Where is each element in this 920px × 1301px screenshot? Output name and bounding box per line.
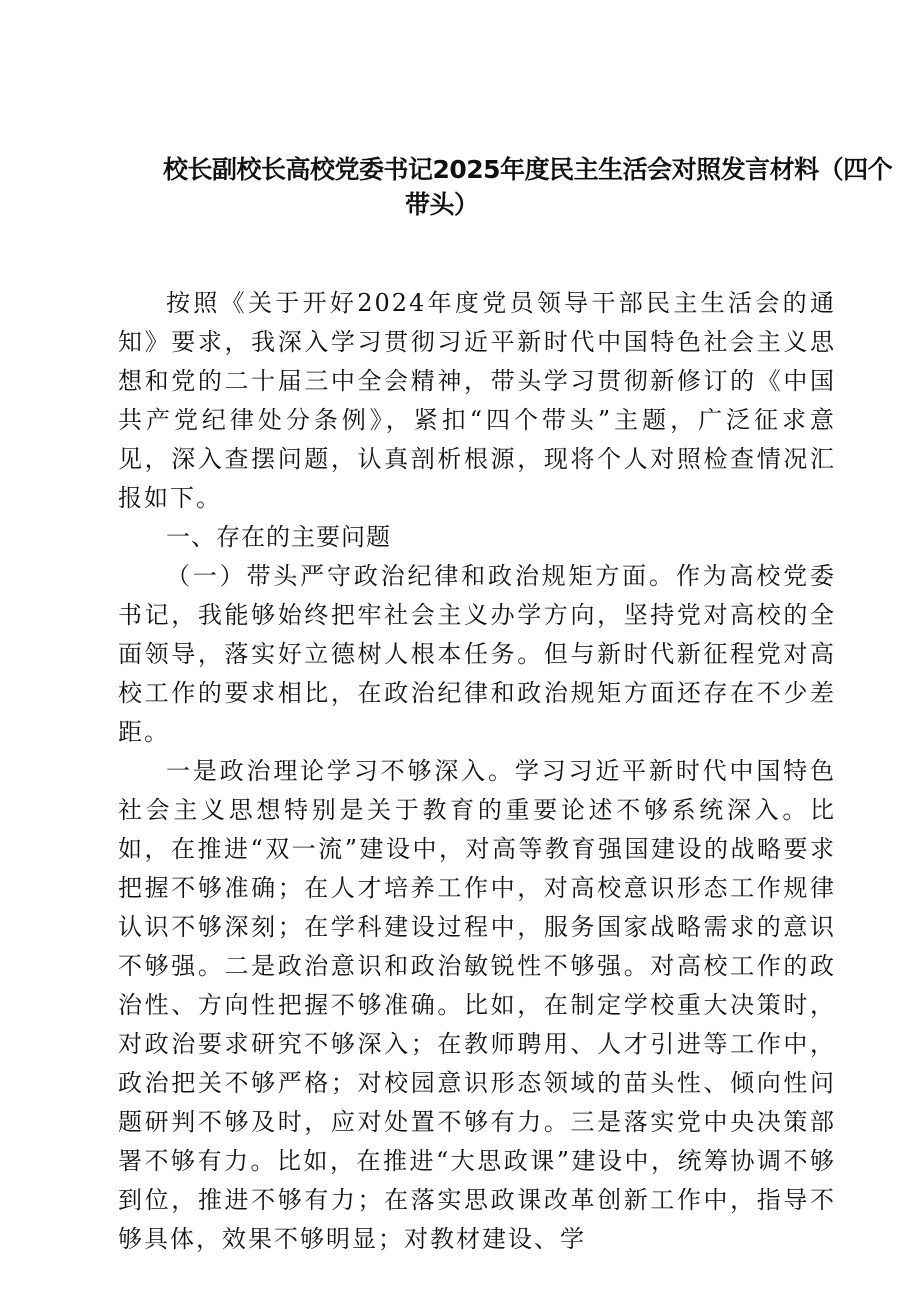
document-body [118,284,836,1259]
intro-paragraph: 按照《关于开好2024年度党员领导干部民主生活会的通知》要求，我深入学习贯彻习近平新时代中国特色社会主义思想和党的二十届三中全会精神，带头学习贯彻新修订的《中国共产党纪律处分条例》，紧扣“四个带头”主题，广泛征求意见，深入查摆问题，认真剖析根源，现将个人对照检查情况汇报如下。 [118,289,836,512]
section-heading: 一、存在的主要问题 [166,523,391,551]
title-line-2: 带头） [405,190,479,219]
problems-paragraph: 一是政治理论学习不够深入。学习习近平新时代中国特色社会主义思想特别是关于教育的重要论述不够系统深入。比如，在推进“双一流”建设中，对高等教育强国建设的战略要求把握不够准确；在人才培养工作中，对高校意识形态工作规律认识不够深刻；在学科建设过程中，服务国家战略需求的意识不够强。二是政治意识和政治敏锐性不够强。对高校工作的政治性、方向性把握不够准确。比如，在制定学校重大决策时，对政治要求研究不够深入；在教师聘用、人才引进等工作中，政治把关不够严格；对校园意识形态领域的苗头性、倾向性问题研判不够及时，应对处置不够有力。三是落实党中央决策部署不够有力。比如，在推进“大思政课”建设中，统筹协调不够到位，推进不够有力；在落实思政课改革创新工作中，指导不够具体，效果不够明显；对教材建设、学 [118,757,836,1253]
title-line-1: 校长副校长高校党委书记2025年度民主生活会对照发言材料（四个 [163,155,893,184]
subsection-paragraph: （一）带头严守政治纪律和政治规矩方面。作为高校党委书记，我能够始终把牢社会主义办学方向，坚持党对高校的全面领导，落实好立德树人根本任务。但与新时代新征程党对高校工作的要求相比，在政治纪律和政治规矩方面还存在不少差距。 [118,562,836,746]
